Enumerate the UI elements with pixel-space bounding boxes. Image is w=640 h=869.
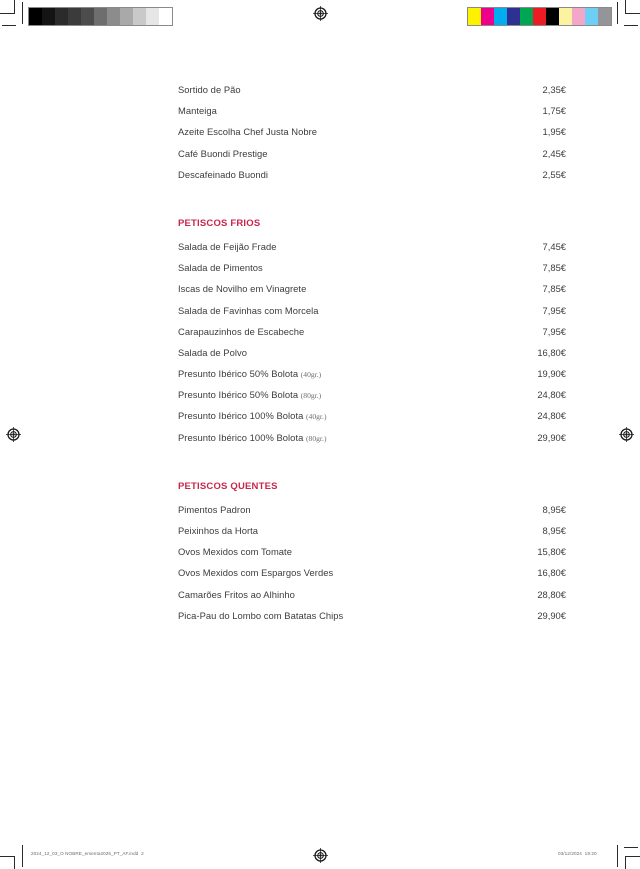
- menu-item-name-text: Salada de Polvo: [178, 346, 247, 358]
- menu-item-price: 24,80€: [537, 410, 566, 422]
- menu-item-name-text: Camarões Fritos ao Alhinho: [178, 588, 295, 600]
- menu-item-name-text: Manteiga: [178, 105, 217, 117]
- menu-item-row: [178, 241, 566, 262]
- menu-item-price: 29,90€: [537, 609, 566, 621]
- menu-item-price: 7,95€: [542, 304, 566, 316]
- menu-item-name-text: Presunto Ibérico 50% Bolota: [178, 389, 299, 401]
- menu-item-name-text: Presunto Ibérico 50% Bolota: [178, 368, 299, 380]
- menu-item-price: 7,85€: [542, 262, 566, 274]
- menu-item-name: [178, 148, 268, 159]
- menu-item-price: 7,95€: [542, 325, 566, 337]
- menu-item-price: 1,95€: [542, 126, 566, 138]
- menu-item-row: [178, 305, 566, 326]
- color-swatch-8: [572, 8, 585, 25]
- menu-item-row: [178, 368, 566, 389]
- menu-item-row: [178, 105, 566, 126]
- menu-item-quantity: (80gr.): [300, 391, 322, 401]
- menu-item-price: 16,80€: [537, 567, 566, 579]
- menu-item-price: 16,80€: [537, 346, 566, 358]
- grayscale-step-wedge: [28, 7, 173, 26]
- menu-item-row: [178, 567, 566, 588]
- menu-item-row: [178, 283, 566, 304]
- menu-item-name-text: Ovos Mexidos com Espargos Verdes: [178, 567, 334, 579]
- menu-item-name: [178, 347, 247, 358]
- color-swatch-3: [507, 8, 520, 25]
- menu-item-name: [178, 610, 343, 621]
- menu-item-price: 15,80€: [537, 546, 566, 558]
- color-swatch-9: [585, 8, 598, 25]
- grayscale-swatch-10: [159, 8, 172, 25]
- color-control-bar: [467, 7, 612, 26]
- grayscale-swatch-9: [146, 8, 159, 25]
- menu-item-price: 24,80€: [537, 389, 566, 401]
- color-swatch-10: [598, 8, 611, 25]
- menu-item-price: 29,90€: [537, 431, 566, 443]
- crop-mark-bottom-left-horizontal: [0, 856, 14, 857]
- slug-filename-text: 2024_12_03_O NOBRE_ementa2025_PT_AF.indd: [31, 851, 139, 856]
- menu-item-price: 2,55€: [542, 168, 566, 180]
- menu-item-price: 2,35€: [542, 84, 566, 95]
- menu-item-quantity: (80gr.): [306, 433, 327, 443]
- menu-item-name: [178, 169, 268, 180]
- menu-item-price: 2,45€: [542, 147, 566, 159]
- menu-item-row: [178, 347, 566, 368]
- menu-item-quantity: (40gr.): [300, 370, 322, 380]
- registration-target-left-middle: [6, 427, 21, 442]
- menu-item-row: [178, 410, 566, 431]
- grayscale-swatch-1: [42, 8, 55, 25]
- menu-item-name-text: Salada de Pimentos: [178, 262, 263, 274]
- menu-item-name: [178, 262, 263, 273]
- trim-mark-top-right-vertical: [617, 2, 618, 24]
- crop-mark-top-right-horizontal: [626, 13, 640, 14]
- registration-target-top-center: [313, 6, 328, 21]
- menu-item-name: [178, 546, 292, 557]
- crop-mark-top-left-horizontal: [0, 13, 14, 14]
- grayscale-swatch-2: [55, 8, 68, 25]
- menu-item-price: 8,95€: [542, 525, 566, 536]
- menu-item-name-text: Iscas de Novilho em Vinagrete: [178, 283, 307, 295]
- menu-item-name: [178, 504, 251, 515]
- bleed-mark-top-left-horizontal: [2, 25, 16, 26]
- crop-mark-bottom-right-horizontal: [626, 856, 640, 857]
- menu-item-price: 1,75€: [542, 105, 566, 117]
- color-swatch-4: [520, 8, 533, 25]
- menu-item-row: [178, 262, 566, 283]
- trim-mark-top-left-vertical: [22, 2, 23, 24]
- menu-item-name: [178, 410, 326, 421]
- menu-section: [178, 218, 566, 453]
- color-swatch-7: [559, 8, 572, 25]
- crop-mark-top-right-vertical: [625, 0, 626, 14]
- slug-filename: [31, 851, 144, 856]
- menu-item-name-text: Ovos Mexidos com Tomate: [178, 546, 292, 558]
- menu-item-name: [178, 567, 333, 578]
- menu-item-name: [178, 525, 258, 536]
- menu-item-row: [178, 546, 566, 567]
- menu-item-row: [178, 589, 566, 610]
- menu-item-price: 28,80€: [537, 588, 566, 600]
- menu-item-name-text: Sortido de Pão: [178, 84, 241, 95]
- crop-mark-top-left-vertical: [14, 0, 15, 14]
- menu-item-name: [178, 126, 317, 137]
- grayscale-swatch-4: [81, 8, 94, 25]
- menu-item-row: [178, 148, 566, 169]
- registration-target-right-middle: [619, 427, 634, 442]
- bleed-mark-top-right-horizontal: [624, 25, 638, 26]
- menu-item-name-text: Carapauzinhos de Escabeche: [178, 325, 305, 337]
- menu-item-name-text: Peixinhos da Horta: [178, 525, 259, 536]
- menu-item-price: 8,95€: [542, 503, 566, 515]
- color-swatch-6: [546, 8, 559, 25]
- color-swatch-1: [481, 8, 494, 25]
- menu-item-name: [178, 283, 306, 294]
- menu-section: [178, 84, 566, 190]
- slug-page-number: 2: [141, 851, 144, 856]
- menu-item-price: 7,85€: [542, 283, 566, 295]
- menu-item-name: [178, 368, 321, 379]
- menu-item-name-text: Azeite Escolha Chef Justa Nobre: [178, 126, 318, 138]
- menu-item-name: [178, 589, 295, 600]
- menu-section: [178, 481, 566, 631]
- color-swatch-5: [533, 8, 546, 25]
- menu-item-row: [178, 126, 566, 147]
- menu-item-row: [178, 326, 566, 347]
- grayscale-swatch-8: [133, 8, 146, 25]
- menu-item-row: [178, 432, 566, 453]
- menu-item-name: [178, 326, 304, 337]
- menu-item-name-text: Salada de Feijão Frade: [178, 240, 277, 252]
- menu-item-name-text: Salada de Favinhas com Morcela: [178, 304, 319, 316]
- menu-item-row: [178, 84, 566, 105]
- grayscale-swatch-5: [94, 8, 107, 25]
- menu-item-name: [178, 432, 326, 443]
- menu-item-name-text: Presunto Ibérico 100% Bolota: [178, 431, 304, 443]
- slug-time: 19:20: [584, 851, 597, 856]
- menu-item-name: [178, 241, 277, 252]
- grayscale-swatch-3: [68, 8, 81, 25]
- menu-item-name-text: Café Buondi Prestige: [178, 147, 268, 159]
- menu-item-name: [178, 389, 321, 400]
- section-title: PETISCOS QUENTES: [178, 480, 278, 492]
- registration-target-bottom-center: [313, 848, 328, 863]
- menu-item-row: [178, 389, 566, 410]
- crop-mark-bottom-left-vertical: [14, 856, 15, 869]
- menu-item-name-text: Descafeinado Buondi: [178, 168, 269, 180]
- color-swatch-2: [494, 8, 507, 25]
- menu-item-row: [178, 504, 566, 525]
- section-title: PETISCOS FRIOS: [178, 217, 261, 229]
- color-swatch-0: [468, 8, 481, 25]
- bleed-mark-bottom-right-horizontal: [624, 847, 638, 848]
- crop-mark-bottom-right-vertical: [625, 856, 626, 869]
- menu-item-price: 7,45€: [542, 240, 566, 252]
- menu-content: [178, 84, 566, 631]
- menu-item-quantity: (40gr.): [306, 412, 327, 422]
- menu-item-row: [178, 525, 566, 546]
- menu-item-name: [178, 84, 241, 95]
- menu-item-row: [178, 610, 566, 631]
- grayscale-swatch-0: [29, 8, 42, 25]
- slug-date: 03/12/2024: [558, 851, 582, 856]
- menu-item-name-text: Pimentos Padron: [178, 503, 251, 515]
- slug-timestamp: [558, 851, 597, 856]
- trim-mark-bottom-right-vertical: [617, 845, 618, 867]
- menu-item-name: [178, 105, 217, 116]
- menu-item-row: [178, 169, 566, 190]
- grayscale-swatch-7: [120, 8, 133, 25]
- menu-item-name: [178, 305, 319, 316]
- menu-item-name-text: Pica-Pau do Lombo com Batatas Chips: [178, 609, 344, 621]
- grayscale-swatch-6: [107, 8, 120, 25]
- menu-item-name-text: Presunto Ibérico 100% Bolota: [178, 410, 304, 422]
- trim-mark-bottom-left-vertical: [22, 845, 23, 867]
- menu-item-price: 19,90€: [537, 368, 566, 380]
